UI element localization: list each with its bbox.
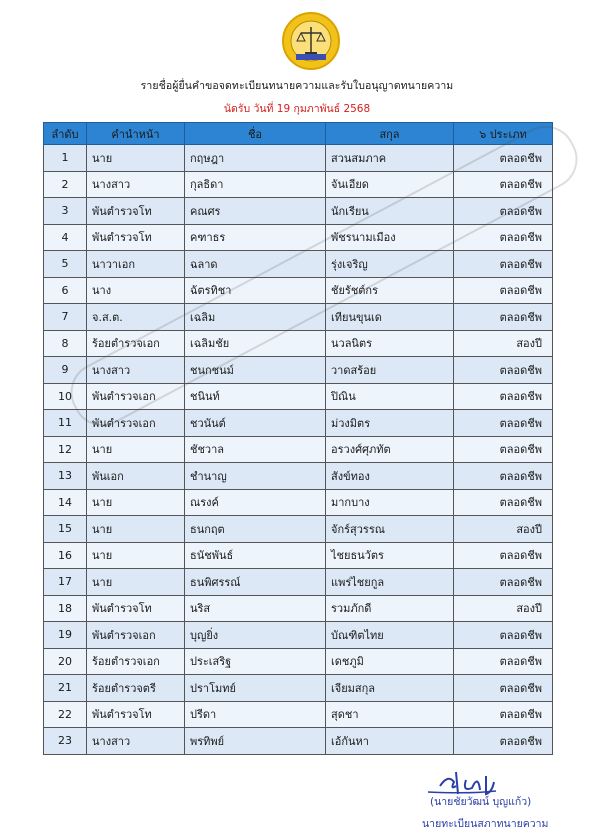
table-row bbox=[44, 357, 553, 384]
table-row bbox=[44, 675, 553, 702]
row-first-name: คณศร bbox=[185, 198, 326, 225]
table-row bbox=[44, 410, 553, 437]
row-license-type: ตลอดชีพ bbox=[454, 357, 553, 384]
row-number: 23 bbox=[44, 728, 87, 755]
row-first-name: พรทิพย์ bbox=[185, 728, 326, 755]
row-license-type: ตลอดชีพ bbox=[454, 277, 553, 304]
row-last-name: เดชภูมิ bbox=[326, 648, 454, 675]
row-prefix: นางสาว bbox=[87, 728, 185, 755]
row-first-name: เฉลิม bbox=[185, 304, 326, 331]
row-license-type: ตลอดชีพ bbox=[454, 622, 553, 649]
row-prefix: นางสาว bbox=[87, 171, 185, 198]
row-last-name: นักเรียน bbox=[326, 198, 454, 225]
row-prefix: พันตำรวจโท bbox=[87, 701, 185, 728]
table-row bbox=[44, 569, 553, 596]
row-prefix: พันเอก bbox=[87, 463, 185, 490]
row-license-type: ตลอดชีพ bbox=[454, 304, 553, 331]
row-prefix: นาย bbox=[87, 436, 185, 463]
row-prefix: พันตำรวจเอก bbox=[87, 383, 185, 410]
row-license-type: สองปี bbox=[454, 330, 553, 357]
signatory-name: (นายชัยวัฒน์ บุญแก้ว) bbox=[430, 796, 532, 808]
row-prefix: นาย bbox=[87, 489, 185, 516]
row-prefix: นางสาว bbox=[87, 357, 185, 384]
row-prefix: พันตำรวจโท bbox=[87, 595, 185, 622]
session-date: นัดรับ วันที่ 19 กุมภาพันธ์ 2568 bbox=[223, 103, 371, 115]
row-first-name: กฤษฎา bbox=[185, 145, 326, 172]
row-last-name: ปิณิน bbox=[326, 383, 454, 410]
row-first-name: ธนพิศรรณ์ bbox=[185, 569, 326, 596]
row-last-name: บัณฑิตไทย bbox=[326, 622, 454, 649]
row-prefix: ร้อยตำรวจตรี bbox=[87, 675, 185, 702]
row-prefix: นาง bbox=[87, 277, 185, 304]
row-license-type: ตลอดชีพ bbox=[454, 675, 553, 702]
column-header-order: ลำดับ bbox=[44, 123, 87, 145]
row-license-type: ตลอดชีพ bbox=[454, 569, 553, 596]
row-first-name: เฉลิมชัย bbox=[185, 330, 326, 357]
row-number: 15 bbox=[44, 516, 87, 543]
council-seal-logo bbox=[282, 12, 340, 70]
row-license-type: ตลอดชีพ bbox=[454, 410, 553, 437]
row-first-name: ชำนาญ bbox=[185, 463, 326, 490]
row-first-name: ธนัชพันธ์ bbox=[185, 542, 326, 569]
row-first-name: ชนกชนม์ bbox=[185, 357, 326, 384]
row-prefix: นาย bbox=[87, 569, 185, 596]
row-last-name: รวมภักดี bbox=[326, 595, 454, 622]
row-license-type: ตลอดชีพ bbox=[454, 251, 553, 278]
row-last-name: รุ่งเจริญ bbox=[326, 251, 454, 278]
table-row bbox=[44, 198, 553, 225]
table-row bbox=[44, 224, 553, 251]
row-last-name: เจียมสกุล bbox=[326, 675, 454, 702]
row-first-name: ฉัตรทิชา bbox=[185, 277, 326, 304]
row-prefix: นาวาเอก bbox=[87, 251, 185, 278]
row-first-name: ปราโมทย์ bbox=[185, 675, 326, 702]
row-prefix: ร้อยตำรวจเอก bbox=[87, 648, 185, 675]
table-row bbox=[44, 728, 553, 755]
table-row bbox=[44, 542, 553, 569]
row-last-name: จันเอียด bbox=[326, 171, 454, 198]
row-number: 16 bbox=[44, 542, 87, 569]
row-first-name: ปรีดา bbox=[185, 701, 326, 728]
row-number: 20 bbox=[44, 648, 87, 675]
row-number: 11 bbox=[44, 410, 87, 437]
row-last-name: วาดสร้อย bbox=[326, 357, 454, 384]
row-number: 3 bbox=[44, 198, 87, 225]
applicant-table bbox=[43, 122, 553, 755]
row-license-type: ตลอดชีพ bbox=[454, 171, 553, 198]
table-row bbox=[44, 304, 553, 331]
row-last-name: มากบาง bbox=[326, 489, 454, 516]
row-license-type: ตลอดชีพ bbox=[454, 701, 553, 728]
row-license-type: ตลอดชีพ bbox=[454, 224, 553, 251]
document-title: รายชื่อผู้ยื่นคำขอจดทะเบียนทนายความและรับใบอนุญาตทนายความ bbox=[140, 80, 454, 92]
row-prefix: นาย bbox=[87, 516, 185, 543]
table-row bbox=[44, 277, 553, 304]
row-license-type: ตลอดชีพ bbox=[454, 145, 553, 172]
column-header-last-name: สกุล bbox=[326, 123, 454, 145]
row-number: 17 bbox=[44, 569, 87, 596]
row-last-name: อรวงศ์ศุภทัต bbox=[326, 436, 454, 463]
row-last-name: แพร่ไชยกูล bbox=[326, 569, 454, 596]
row-license-type: ตลอดชีพ bbox=[454, 648, 553, 675]
table-row bbox=[44, 436, 553, 463]
row-number: 19 bbox=[44, 622, 87, 649]
row-first-name: นริส bbox=[185, 595, 326, 622]
row-number: 6 bbox=[44, 277, 87, 304]
row-first-name: ชัชวาล bbox=[185, 436, 326, 463]
table-row bbox=[44, 383, 553, 410]
row-number: 2 bbox=[44, 171, 87, 198]
row-first-name: ฉลาด bbox=[185, 251, 326, 278]
table-header-row bbox=[44, 123, 553, 145]
table-row bbox=[44, 622, 553, 649]
table-row bbox=[44, 171, 553, 198]
row-number: 14 bbox=[44, 489, 87, 516]
table-row bbox=[44, 648, 553, 675]
row-license-type: ตลอดชีพ bbox=[454, 463, 553, 490]
table-row bbox=[44, 330, 553, 357]
row-last-name: ไชยธนวัตร bbox=[326, 542, 454, 569]
row-first-name: ธนกฤต bbox=[185, 516, 326, 543]
row-license-type: ตลอดชีพ bbox=[454, 436, 553, 463]
row-number: 18 bbox=[44, 595, 87, 622]
row-last-name: สุดชา bbox=[326, 701, 454, 728]
row-license-type: ตลอดชีพ bbox=[454, 198, 553, 225]
row-last-name: สังข์ทอง bbox=[326, 463, 454, 490]
row-last-name: ม่วงมิตร bbox=[326, 410, 454, 437]
row-first-name: ชนินท์ bbox=[185, 383, 326, 410]
row-last-name: เอ้กันหา bbox=[326, 728, 454, 755]
row-first-name: บุญยิ่ง bbox=[185, 622, 326, 649]
column-header-type: ๖ ประเภท bbox=[454, 123, 553, 145]
row-prefix: นาย bbox=[87, 145, 185, 172]
row-number: 1 bbox=[44, 145, 87, 172]
row-prefix: พันตำรวจโท bbox=[87, 224, 185, 251]
row-number: 5 bbox=[44, 251, 87, 278]
row-number: 22 bbox=[44, 701, 87, 728]
column-header-first-name: ชื่อ bbox=[185, 123, 326, 145]
row-first-name: ชวนันต์ bbox=[185, 410, 326, 437]
row-number: 12 bbox=[44, 436, 87, 463]
row-number: 9 bbox=[44, 357, 87, 384]
table-row bbox=[44, 145, 553, 172]
row-first-name: กุลธิดา bbox=[185, 171, 326, 198]
row-license-type: ตลอดชีพ bbox=[454, 728, 553, 755]
row-last-name: เทียนขุนเด bbox=[326, 304, 454, 331]
row-license-type: สองปี bbox=[454, 516, 553, 543]
row-last-name: จักร์สุวรรณ bbox=[326, 516, 454, 543]
row-prefix: ร้อยตำรวจเอก bbox=[87, 330, 185, 357]
table-row bbox=[44, 463, 553, 490]
row-last-name: นวลนิตร bbox=[326, 330, 454, 357]
table-row bbox=[44, 595, 553, 622]
signatory-position: นายทะเบียนสภาทนายความ bbox=[422, 818, 549, 830]
table-row bbox=[44, 701, 553, 728]
row-number: 21 bbox=[44, 675, 87, 702]
table-row bbox=[44, 516, 553, 543]
row-last-name: ชัยรัชต์กร bbox=[326, 277, 454, 304]
row-prefix: พันตำรวจโท bbox=[87, 198, 185, 225]
row-prefix: นาย bbox=[87, 542, 185, 569]
scales-of-justice-icon bbox=[284, 14, 338, 68]
row-prefix: จ.ส.ต. bbox=[87, 304, 185, 331]
table-row bbox=[44, 489, 553, 516]
row-number: 7 bbox=[44, 304, 87, 331]
row-first-name: ประเสริฐ bbox=[185, 648, 326, 675]
row-license-type: ตลอดชีพ bbox=[454, 542, 553, 569]
row-prefix: พันตำรวจเอก bbox=[87, 622, 185, 649]
row-license-type: ตลอดชีพ bbox=[454, 383, 553, 410]
row-license-type: ตลอดชีพ bbox=[454, 489, 553, 516]
row-number: 4 bbox=[44, 224, 87, 251]
row-last-name: พัชรนามเมือง bbox=[326, 224, 454, 251]
row-number: 8 bbox=[44, 330, 87, 357]
row-first-name: คฑาธร bbox=[185, 224, 326, 251]
row-license-type: สองปี bbox=[454, 595, 553, 622]
table-row bbox=[44, 251, 553, 278]
row-last-name: สวนสมภาค bbox=[326, 145, 454, 172]
row-number: 13 bbox=[44, 463, 87, 490]
row-first-name: ณรงค์ bbox=[185, 489, 326, 516]
row-number: 10 bbox=[44, 383, 87, 410]
column-header-prefix: คำนำหน้า bbox=[87, 123, 185, 145]
row-prefix: พันตำรวจเอก bbox=[87, 410, 185, 437]
